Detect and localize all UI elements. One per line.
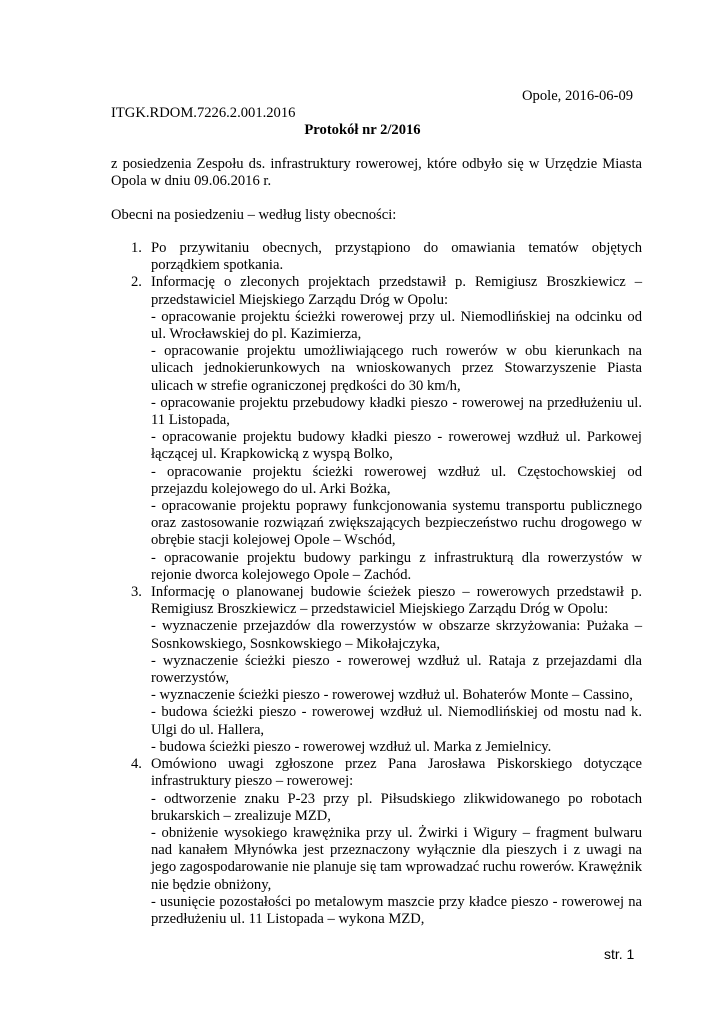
item-number: 1. (131, 240, 142, 256)
attendance-line: Obecni na posiedzeniu – według listy obecności: (111, 207, 397, 223)
item-line: - opracowanie projektu poprawy funkcjonowania systemu transportu publicznego oraz zastosowanie rozwiązań zwiększających bezpieczeństwo ruchu drogowego w obrębie stacji kolejowej Opole – Wschód, (151, 498, 642, 549)
item-line: - wyznaczenie przejazdów dla rowerzystów w obszarze skrzyżowania: Pużaka – Sosnkowskiego, Sosnkowskiego – Mikołajczyka, (151, 618, 642, 652)
item-line: - opracowanie projektu ścieżki rowerowej przy ul. Niemodlińskiej na odcinku od ul. Wrocławskiej do pl. Kazimierza, (151, 308, 642, 343)
item-number: 3. (131, 584, 142, 601)
reference-number: ITGK.RDOM.7226.2.001.2016 (111, 105, 296, 121)
page-number: str. 1 (604, 946, 635, 962)
item-line: - usunięcie pozostałości po metalowym maszcie przy kładce pieszo - rowerowej na przedłużeniu ul. 11 Listopada – wykona MZD, (151, 893, 642, 927)
document-date: Opole, 2016-06-09 (522, 88, 634, 104)
list-item (131, 584, 642, 756)
item-line: Informację o zleconych projektach przedstawił p. Remigiusz Broszkiewicz – przedstawiciel Miejskiego Zarządu Dróg w Opolu: (151, 274, 642, 308)
item-line: - opracowanie projektu ścieżki rowerowej wzdłuż ul. Częstochowskiej od przejazdu kolejowego do ul. Arki Bożka, (151, 463, 642, 497)
item-line: - budowa ścieżki pieszo - rowerowej wzdłuż ul. Niemodlińskiej od mostu nad k. Ulgi do ul. Hallera, (151, 704, 642, 738)
item-line: - obniżenie wysokiego krawężnika przy ul. Żwirki i Wigury – fragment bulwaru nad kanałem Młynówka jest przeznaczony wyłącznie dla pieszych i z uwagi na jego zagospodarowanie nie planuje się tam wprowadzać ruchu rowerów. Krawężnik nie będzie obniżony, (151, 824, 642, 893)
item-line: - wyznaczenie ścieżki pieszo - rowerowej wzdłuż ul. Bohaterów Monte – Cassino, (151, 687, 633, 704)
item-line: - odtworzenie znaku P-23 przy pl. Piłsudskiego zlikwidowanego po robotach brukarskich – zrealizuje MZD, (151, 790, 642, 824)
list-item (131, 756, 642, 928)
item-line: Po przywitaniu obecnych, przystąpiono do omawiania tematów objętych porządkiem spotkania. (151, 240, 642, 274)
item-line: - wyznaczenie ścieżki pieszo - rowerowej wzdłuż ul. Rataja z przejazdami dla rowerzystów, (151, 652, 642, 687)
list-item (131, 274, 642, 584)
intro-paragraph: z posiedzenia Zespołu ds. infrastruktury rowerowej, które odbyło się w Urzędzie Miasta Opola w dniu 09.06.2016 r. (111, 156, 642, 190)
item-number: 4. (131, 756, 142, 773)
list-item (131, 240, 642, 274)
item-number: 2. (131, 274, 142, 291)
item-line: Informację o planowanej budowie ścieżek pieszo – rowerowych przedstawił p. Remigiusz Broszkiewicz – przedstawiciel Miejskiego Zarządu Dróg w Opolu: (151, 584, 642, 618)
item-line: Omówiono uwagi zgłoszone przez Pana Jarosława Piskorskiego dotyczące infrastruktury pieszo – rowerowej: (151, 756, 642, 790)
item-line: - opracowanie projektu budowy kładki pieszo - rowerowej wzdłuż ul. Parkowej łączącej ul. Krapkowicką z wyspą Bolko, (151, 429, 642, 463)
item-line: - opracowanie projektu umożliwiającego ruch rowerów w obu kierunkach na ulicach jednokierunkowych na wnioskowanych przez Stowarzyszenie Piasta ulicach w strefie ograniczonej prędkości do 30 km/h, (151, 343, 642, 394)
agenda-list (131, 240, 642, 928)
item-line: - opracowanie projektu budowy parkingu z infrastrukturą dla rowerzystów w rejonie dworca kolejowego Opole – Zachód. (151, 549, 642, 583)
document-title: Protokół nr 2/2016 (304, 122, 421, 138)
item-line: - opracowanie projektu przebudowy kładki pieszo - rowerowej na przedłużeniu ul. 11 Listopada, (151, 394, 642, 429)
item-line: - budowa ścieżki pieszo - rowerowej wzdłuż ul. Marka z Jemielnicy. (151, 738, 552, 755)
